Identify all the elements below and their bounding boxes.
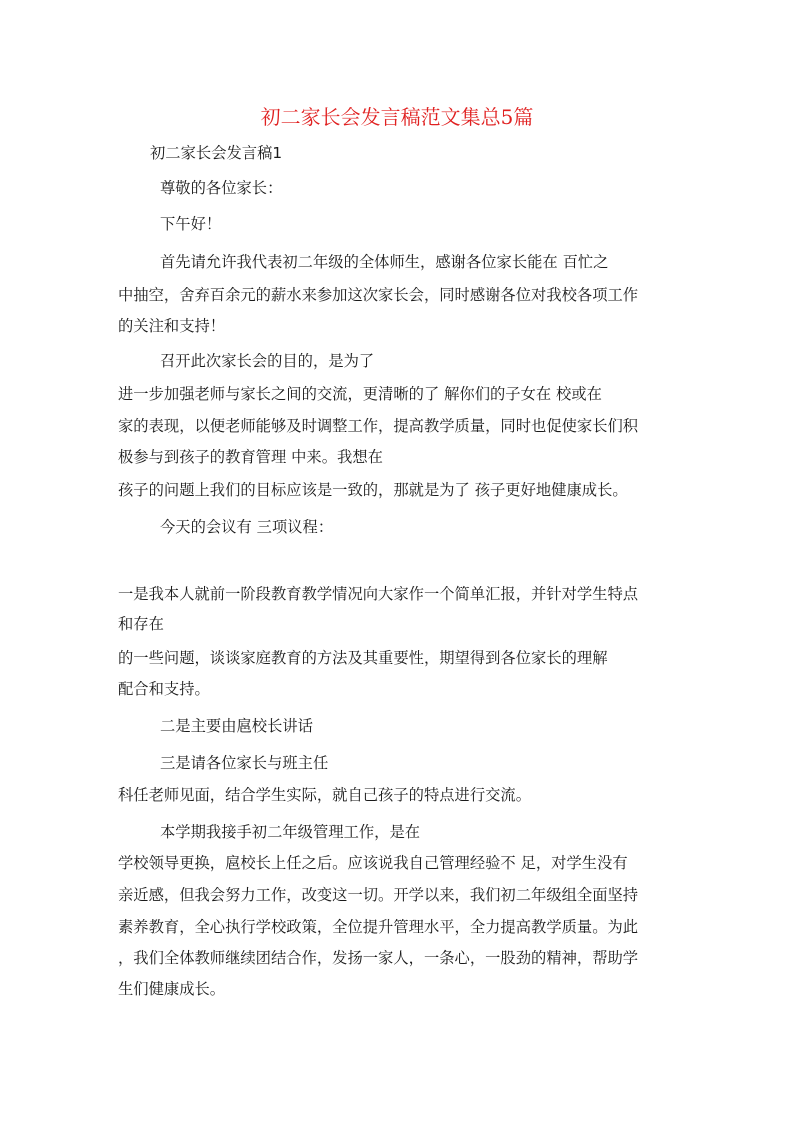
paragraph-line: 学校领导更换，扈校长上任之后。应该说我自己管理经验不 足，对学生没有: [118, 854, 628, 872]
paragraph-line: 进一步加强老师与家长之间的交流，更清晰的了 解你们的子女在 校或在: [118, 385, 602, 403]
paragraph-line: 素养教育，全心执行学校政策，全位提升管理水平，全力提高教学质量。为此: [118, 918, 639, 936]
paragraph-line: 首先请允许我代表初二年级的全体师生，感谢各位家长能在 百忙之: [160, 253, 609, 271]
paragraph-line: 和存在: [118, 615, 164, 633]
document-title: 初二家长会发言稿范文集总5篇: [260, 105, 534, 129]
paragraph-line: 今天的会议有 三项议程：: [160, 518, 334, 536]
paragraph-line: 中抽空，舍弃百余元的薪水来参加这次家长会，同时感谢各位对我校各项工作: [118, 286, 639, 304]
paragraph-line: 尊敬的各位家长：: [160, 179, 283, 197]
paragraph-line: 生们健康成长。: [118, 980, 226, 998]
paragraph-line: 下午好！: [160, 215, 222, 233]
paragraph-line: 配合和支持。: [118, 680, 210, 698]
paragraph-line: 二是主要由扈校长讲话: [160, 717, 313, 735]
paragraph-line: 本学期我接手初二年级管理工作，是在: [160, 823, 421, 841]
paragraph-line: 家的表现，以便老师能够及时调整工作，提高教学质量，同时也促使家长们积: [118, 417, 639, 435]
paragraph-line: 的一些问题，谈谈家庭教育的方法及其重要性，期望得到各位家长的理解: [118, 649, 608, 667]
paragraph-line: 初二家长会发言稿1: [150, 144, 283, 162]
paragraph-line: 召开此次家长会的目的，是为了: [160, 352, 375, 370]
paragraph-line: ，我们全体教师继续团结合作，发扬一家人，一条心，一股劲的精神，帮助学: [118, 949, 639, 967]
paragraph-line: 三是请各位家长与班主任: [160, 754, 329, 772]
paragraph-line: 亲近感，但我会努力工作，改变这一切。开学以来，我们初二年级组全面坚持: [118, 886, 639, 904]
paragraph-line: 的关注和支持！: [118, 317, 226, 335]
paragraph-line: 一是我本人就前一阶段教育教学情况向大家作一个简单汇报，并针对学生特点: [118, 585, 639, 603]
paragraph-line: 孩子的问题上我们的目标应该是一致的，那就是为了 孩子更好地健康成长。: [118, 481, 628, 499]
paragraph-line: 极参与到孩子的教育管理 中来。我想在: [118, 448, 383, 466]
paragraph-line: 科任老师见面，结合学生实际，就自己孩子的特点进行交流。: [118, 786, 532, 804]
